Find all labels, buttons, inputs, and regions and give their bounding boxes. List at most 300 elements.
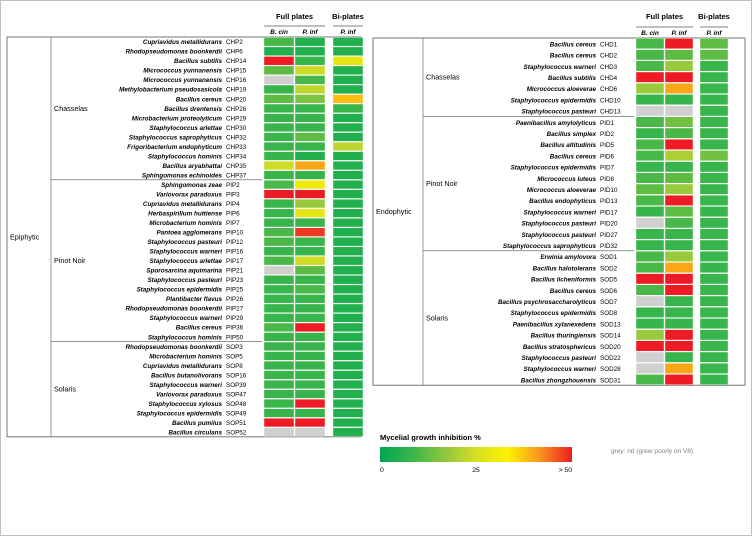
strain-name: Sphingomonas echinoides	[141, 172, 222, 180]
heatmap-cell	[264, 104, 294, 113]
heatmap-cell	[264, 342, 294, 351]
heatmap-cell	[665, 240, 693, 250]
heatmap-cell	[665, 341, 693, 351]
strain-code: CHD2	[600, 52, 618, 60]
heatmap-cell	[295, 199, 325, 208]
heatmap-cell	[636, 218, 664, 228]
heatmap-cell	[264, 275, 294, 284]
strain-code: SOD7	[600, 299, 618, 306]
heatmap-cell	[264, 75, 294, 84]
heatmap-cell	[264, 294, 294, 303]
heatmap-cell	[700, 94, 728, 104]
strain-name: Bacillus drentensis	[164, 105, 222, 113]
heatmap-cell	[700, 352, 728, 362]
heatmap-cell	[264, 85, 294, 94]
strain-name: Staphylococcus pasteuri	[521, 231, 596, 239]
heatmap-cell	[295, 294, 325, 303]
bi-plates-header: Bi-plates	[698, 12, 730, 21]
heatmap-cell	[636, 195, 664, 205]
strain-name: Micrococcus luteus	[537, 175, 596, 183]
strain-name: Variovorax paradoxus	[156, 391, 222, 399]
strain-name: Sphingomonas zeae	[161, 181, 222, 189]
strain-name: Staphylococcus saprophyticus	[502, 243, 596, 250]
heatmap-cell	[295, 104, 325, 113]
heatmap-cell	[333, 323, 363, 332]
heatmap-cell	[295, 361, 325, 370]
column-header: P. inf	[706, 30, 722, 37]
strain-code: PID10	[600, 187, 618, 194]
strain-code: PIP12	[226, 239, 244, 247]
heatmap-cell	[700, 285, 728, 295]
heatmap-cell	[700, 83, 728, 93]
strain-code: SOP3	[226, 343, 243, 351]
strain-name: Erwinia amylovora	[540, 254, 596, 262]
heatmap-cell	[665, 285, 693, 295]
strain-code: SOD8	[600, 310, 618, 318]
heatmap-cell	[264, 380, 294, 389]
heatmap-cell	[700, 162, 728, 172]
heatmap-cell	[295, 56, 325, 65]
heatmap-cell	[333, 247, 363, 256]
legend-colorbar	[380, 447, 572, 462]
heatmap-cell	[665, 218, 693, 228]
heatmap-cell	[295, 171, 325, 180]
heatmap-cell	[700, 240, 728, 250]
strain-code: SOD13	[600, 321, 621, 329]
heatmap-cell	[333, 66, 363, 75]
column-header: B. cin	[641, 30, 659, 37]
subgroup-label: Solaris	[54, 384, 76, 394]
heatmap-cell	[333, 409, 363, 418]
legend-title: Mycelial growth inhibition %	[380, 433, 481, 442]
column-header: P. inf	[340, 29, 356, 36]
heatmap-cell	[295, 37, 325, 46]
strain-code: SOD5	[600, 276, 618, 284]
heatmap-cell	[700, 106, 728, 116]
heatmap-cell	[636, 162, 664, 172]
heatmap-cell	[636, 139, 664, 149]
heatmap-cell	[264, 66, 294, 75]
heatmap-cell	[264, 266, 294, 275]
strain-code: CHP16	[226, 77, 247, 85]
heatmap-cell	[264, 256, 294, 265]
strain-code: PID32	[600, 243, 618, 250]
heatmap-cell	[700, 38, 728, 48]
strain-name: Micrococcus yunnanensis	[143, 77, 222, 85]
heatmap-cell	[264, 37, 294, 46]
nd-note: grey: nd (grew poorly on V8)	[611, 448, 694, 455]
strain-code: CHD1	[600, 41, 618, 49]
heatmap-cell	[333, 171, 363, 180]
heatmap-cell	[636, 72, 664, 82]
strain-code: CHP6	[226, 48, 243, 56]
heatmap-cell	[665, 262, 693, 272]
strain-name: Cupriavidus metallidurans	[142, 200, 222, 208]
heatmap-cell	[264, 180, 294, 189]
heatmap-cell	[665, 61, 693, 71]
heatmap-cell	[295, 180, 325, 189]
heatmap-cell	[700, 50, 728, 60]
heatmap-cell	[295, 390, 325, 399]
heatmap-cell	[333, 114, 363, 123]
strain-code: SOD6	[600, 287, 618, 295]
strain-code: SOD1	[600, 254, 618, 262]
strain-code: PID7	[600, 164, 614, 172]
heatmap-cell	[333, 180, 363, 189]
strain-name: Staphylococcus epidermidis	[510, 97, 596, 105]
strain-name: Micrococcus yunnanensis	[143, 67, 222, 75]
heatmap-cell	[636, 374, 664, 384]
strain-code: PIP36	[226, 324, 244, 332]
heatmap-cell	[700, 374, 728, 384]
heatmap-cell	[264, 285, 294, 294]
heatmap-cell	[333, 361, 363, 370]
full-plates-header: Full plates	[275, 12, 314, 21]
heatmap-cell	[264, 247, 294, 256]
heatmap-cell	[264, 390, 294, 399]
strain-code: PID27	[600, 231, 618, 239]
heatmap-cell	[264, 371, 294, 380]
heatmap-cell	[333, 418, 363, 427]
heatmap-cell	[295, 47, 325, 56]
strain-name: Bacillus endophyticus	[529, 198, 596, 206]
strain-code: PID1	[600, 119, 614, 127]
strain-code: CHP26	[226, 105, 247, 113]
heatmap-cell	[636, 83, 664, 93]
strain-code: SOP52	[226, 429, 247, 437]
strain-code: PIP2	[226, 181, 240, 189]
heatmap-cell	[333, 294, 363, 303]
heatmap-cell	[295, 237, 325, 246]
heatmap-cell	[700, 184, 728, 194]
strain-name: Staphylococcus warneri	[523, 63, 596, 71]
heatmap-cell	[264, 399, 294, 408]
heatmap-cell	[264, 142, 294, 151]
heatmap-cell	[636, 106, 664, 116]
heatmap-cell	[636, 184, 664, 194]
full-plates-header: Full plates	[645, 12, 684, 21]
heatmap-cell	[700, 296, 728, 306]
strain-name: Staphylococcus arlettae	[149, 258, 222, 266]
heatmap-cell	[264, 218, 294, 227]
strain-name: Staphylococcus warneri	[149, 315, 222, 323]
heatmap-cell	[700, 229, 728, 239]
heatmap-cell	[665, 330, 693, 340]
strain-name: Pantoea agglomerans	[156, 229, 222, 237]
heatmap-cell	[295, 409, 325, 418]
heatmap-cell	[264, 190, 294, 199]
strain-code: CHP14	[226, 58, 247, 66]
strain-code: SOP8	[226, 362, 243, 370]
heatmap-cell	[700, 173, 728, 183]
heatmap-cell	[264, 209, 294, 218]
heatmap-cell	[636, 262, 664, 272]
strain-code: SOP5	[226, 353, 243, 361]
strain-code: CHP15	[226, 67, 247, 75]
heatmap-cell	[295, 75, 325, 84]
heatmap-cell	[295, 352, 325, 361]
heatmap-cell	[636, 128, 664, 138]
strain-name: Staphylococcus hominis	[147, 334, 222, 342]
strain-code: SOP48	[226, 400, 247, 408]
heatmap-cell	[636, 363, 664, 373]
heatmap-cell	[700, 206, 728, 216]
heatmap-cell	[333, 190, 363, 199]
heatmap-cell	[333, 85, 363, 94]
strain-name: Staphylococcus epidermidis	[136, 286, 222, 294]
strain-code: SOD28	[600, 366, 621, 374]
strain-name: Staphylococcus warneri	[523, 209, 596, 217]
strain-name: Bacillus simplex	[546, 131, 596, 138]
strain-name: Staphylococcus arlettae	[149, 124, 222, 132]
heatmap-cell	[295, 256, 325, 265]
column-header: P. inf	[302, 29, 318, 36]
heatmap-cell	[295, 275, 325, 284]
strain-name: Frigoribacterium endophyticum	[127, 143, 222, 151]
heatmap-cell	[333, 218, 363, 227]
heatmap-cell	[333, 95, 363, 104]
strain-code: CHD6	[600, 86, 618, 94]
strain-name: Micrococcus aloeverae	[526, 86, 596, 94]
subgroup-label: Pinot Noir	[54, 256, 86, 266]
heatmap-cell	[333, 104, 363, 113]
strain-name: Bacillus aryabhattai	[162, 162, 222, 170]
subgroup-label: Solaris	[426, 313, 448, 323]
heatmap-cell	[295, 114, 325, 123]
heatmap-cell	[665, 195, 693, 205]
strain-code: SOD14	[600, 332, 621, 340]
heatmap-cell	[295, 399, 325, 408]
heatmap-cell	[264, 313, 294, 322]
heatmap-cell	[700, 72, 728, 82]
strain-code: PID8	[600, 175, 614, 183]
strain-code: CHP19	[226, 86, 247, 94]
strain-name: Herbaspirillum huttiense	[148, 210, 222, 218]
heatmap-cell	[264, 323, 294, 332]
strain-code: SOD20	[600, 343, 621, 351]
strain-code: PIP26	[226, 296, 244, 304]
strain-code: PIP27	[226, 305, 244, 313]
heatmap-cell	[333, 390, 363, 399]
heatmap-cell	[665, 274, 693, 284]
heatmap-cell	[333, 371, 363, 380]
strain-name: Bacillus butanolivorans	[150, 372, 222, 380]
legend-tick-label: > 50	[558, 467, 572, 474]
heatmap-cell	[665, 128, 693, 138]
heatmap-cell	[636, 330, 664, 340]
heatmap-cell	[264, 56, 294, 65]
heatmap-cell	[333, 47, 363, 56]
heatmap-cell	[295, 371, 325, 380]
heatmap-cell	[665, 117, 693, 127]
strain-name: Bacillus subtilis	[548, 75, 596, 82]
heatmap-cell	[333, 75, 363, 84]
heatmap-cell	[636, 251, 664, 261]
bi-plates-header: Bi-plates	[332, 12, 364, 21]
heatmap-cell	[636, 229, 664, 239]
heatmap-cell	[700, 61, 728, 71]
heatmap-cell	[665, 229, 693, 239]
strain-code: CHP34	[226, 153, 247, 161]
column-header: P. inf	[671, 30, 687, 37]
heatmap-cell	[333, 209, 363, 218]
heatmap-cell	[636, 206, 664, 216]
heatmap-cell	[665, 296, 693, 306]
heatmap-cell	[295, 85, 325, 94]
strain-code: CHP35	[226, 162, 247, 170]
heatmap-cell	[333, 304, 363, 313]
strain-name: Sporosarcina aquimarina	[146, 267, 222, 275]
heatmap-cell	[264, 199, 294, 208]
legend-tick-label: 0	[380, 467, 384, 474]
heatmap-cell	[636, 285, 664, 295]
strain-name: Staphylococcus epidermidis	[510, 164, 596, 172]
strain-code: PID13	[600, 198, 618, 206]
strain-name: Paenibacillus amylolyticus	[515, 119, 596, 127]
heatmap-cell	[665, 83, 693, 93]
strain-code: PIP50	[226, 334, 244, 342]
heatmap-cell	[295, 313, 325, 322]
heatmap-cell	[636, 296, 664, 306]
strain-name: Bacillus zhongzhouensis	[520, 377, 596, 385]
strain-code: PIP16	[226, 248, 244, 256]
strain-code: PIP6	[226, 210, 240, 218]
heatmap-cell	[665, 150, 693, 160]
strain-name: Staphylococcus pasteuri	[521, 108, 596, 116]
strain-name: Bacillus stratosphericus	[522, 343, 596, 351]
heatmap-cell	[665, 162, 693, 172]
heatmap-cell	[295, 218, 325, 227]
heatmap-cell	[636, 61, 664, 71]
heatmap-cell	[295, 333, 325, 342]
heatmap-cell	[295, 209, 325, 218]
heatmap-cell	[700, 341, 728, 351]
heatmap-cell	[636, 38, 664, 48]
strain-name: Staphylococcus warneri	[149, 248, 222, 256]
column-header: B. cin	[270, 29, 288, 36]
heatmap-cell	[295, 190, 325, 199]
strain-code: PIP29	[226, 315, 244, 323]
strain-code: CHP2	[226, 39, 243, 47]
heatmap-cell	[700, 330, 728, 340]
heatmap-cell	[700, 139, 728, 149]
heatmap-cell	[665, 139, 693, 149]
strain-code: PIP17	[226, 258, 244, 266]
heatmap-cell	[333, 123, 363, 132]
strain-code: SOD22	[600, 355, 621, 362]
strain-code: PIP10	[226, 229, 244, 237]
strain-name: Micrococcus aloeverae	[526, 187, 596, 194]
subgroup-label: Chasselas	[54, 103, 88, 113]
heatmap-cell	[295, 66, 325, 75]
heatmap-cell	[333, 313, 363, 322]
heatmap-cell	[295, 123, 325, 132]
heatmap-cell	[700, 307, 728, 317]
heatmap-cell	[665, 184, 693, 194]
strain-name: Rhodopseudomonas boonkerdii	[125, 305, 222, 313]
strain-name: Staphylococcus pasteuri	[147, 277, 222, 285]
heatmap-cell	[700, 195, 728, 205]
heatmap-cell	[700, 262, 728, 272]
strain-name: Bacillus psychrosaccharolyticus	[498, 299, 596, 306]
heatmap-cell	[636, 240, 664, 250]
strain-code: CHP20	[226, 96, 247, 104]
heatmap-cell	[264, 161, 294, 170]
heatmap-cell	[333, 142, 363, 151]
group-label: Epiphytic	[10, 232, 40, 242]
heatmap-cell	[700, 128, 728, 138]
strain-code: PIP23	[226, 277, 244, 285]
heatmap-cell	[636, 352, 664, 362]
strain-name: Bacillus cereus	[175, 96, 222, 104]
strain-name: Bacillus cereus	[549, 153, 596, 161]
strain-name: Paenibacillus xylanexedens	[512, 321, 596, 329]
heatmap-cell	[700, 363, 728, 373]
strain-name: Bacillus cereus	[549, 41, 596, 49]
strain-name: Staphylococcus pasteuri	[521, 220, 596, 228]
heatmap-cell	[333, 428, 363, 437]
subgroup-label: Chasselas	[426, 72, 460, 82]
strain-name: Staphylococcus epidermidis	[510, 310, 596, 318]
heatmap-cell	[700, 318, 728, 328]
heatmap-cell	[665, 318, 693, 328]
strain-name: Staphylococcus hominis	[147, 153, 222, 161]
heatmap-cell	[295, 266, 325, 275]
heatmap-cell	[636, 307, 664, 317]
strain-name: Microbacterium hominis	[149, 353, 222, 361]
heatmap-cell	[636, 50, 664, 60]
strain-code: PIP4	[226, 200, 240, 208]
strain-name: Microbacterium proteolyticum	[131, 115, 222, 123]
heatmap-cell	[636, 318, 664, 328]
heatmap-cell	[264, 352, 294, 361]
heatmap-cell	[333, 237, 363, 246]
strain-code: CHD3	[600, 63, 618, 71]
strain-name: Staphylococcus pasteuri	[521, 355, 596, 362]
strain-code: SOD2	[600, 265, 618, 273]
heatmap-cell	[333, 275, 363, 284]
strain-code: PIP21	[226, 267, 244, 275]
heatmap-cell	[333, 256, 363, 265]
heatmap-cell	[665, 251, 693, 261]
subgroup-label: Pinot Noir	[426, 179, 458, 189]
strain-code: PIP7	[226, 220, 240, 228]
strain-name: Staphylococcus pasteuri	[147, 239, 222, 247]
heatmap-cell	[665, 374, 693, 384]
strain-name: Methylobacterium pseudosasicola	[119, 86, 222, 94]
heatmap-cell	[264, 171, 294, 180]
heatmap-cell	[264, 114, 294, 123]
strain-code: PIP25	[226, 286, 244, 294]
heatmap-cell	[636, 274, 664, 284]
strain-name: Bacillus cereus	[549, 287, 596, 295]
strain-code: PID6	[600, 153, 614, 161]
strain-code: SOP51	[226, 419, 247, 427]
strain-name: Bacillus altitudinis	[540, 142, 596, 150]
strain-name: Microbacterium hominis	[149, 220, 222, 228]
heatmap-cell	[665, 307, 693, 317]
strain-name: Bacillus thuringiensis	[530, 332, 596, 340]
heatmap-cell	[295, 228, 325, 237]
strain-name: Staphylococcus epidermidis	[136, 410, 222, 418]
heatmap-cell	[264, 333, 294, 342]
heatmap-cell	[295, 95, 325, 104]
strain-name: Bacillus pumilus	[171, 419, 222, 427]
strain-code: PIP3	[226, 191, 240, 199]
heatmap-cell	[295, 428, 325, 437]
heatmap-cell	[700, 251, 728, 261]
heatmap-cell	[264, 409, 294, 418]
